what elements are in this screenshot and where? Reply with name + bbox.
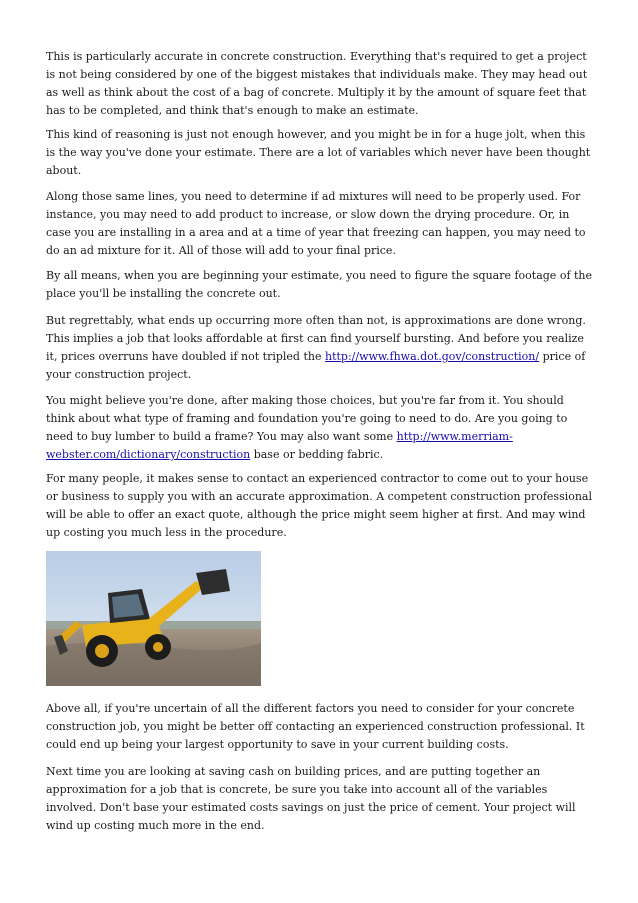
fhwa-construction-link[interactable]: http://www.fhwa.dot.gov/construction/ — [324, 350, 540, 363]
paragraph-3: Along those same lines, you need to determine if ad mixtures will need to be properly used. For instance, you may need to add product to increase, or slow down the drying procedure. Or, in case you are installing in a area and at a time of year that freezing can happen, you may need to do an ad mixture for it. All of those will add to your final price. — [46, 190, 586, 257]
paragraph-1: This is particularly accurate in concrete construction. Everything that's required to get a project is not being considered by one of the biggest mistakes that individuals make. They may head out as well as think about the cost of a bag of concrete. Multiply it by the amount of square feet that has to be completed, and think that's enough to make an estimate. — [46, 50, 588, 117]
backhoe-loader-icon — [46, 551, 261, 686]
paragraph-8: Above all, if you're uncertain of all the different factors you need to consider for your concrete construction job, you might be better off contacting an experienced construction professional. It could end up being your largest opportunity to save in your current building costs. — [46, 702, 585, 751]
paragraph-6-text-start: You might believe you're done, after making those choices, but you're far from it. You should think about what type of framing and foundation you're going to need to do. Are you going to need to buy lumber to build a frame? You may also want some — [46, 394, 568, 443]
merriam-webster-construction-link[interactable]: http://www.merriam-webster.com/dictionary/construction — [46, 430, 513, 461]
paragraph-5-text-start: But regrettably, what ends up occurring more often than not, is approximations are done wrong. This implies a job that looks affordable at first can find yourself bursting. And before you realize it, prices overruns have doubled if not tripled the — [46, 314, 586, 363]
paragraph-7: For many people, it makes sense to contact an experienced contractor to come out to your house or business to supply you with an accurate approximation. A competent construction professional will be able to offer an exact quote, although the price might seem higher at first. And may wind up costing you much less in the procedure. — [46, 472, 593, 539]
paragraph-4: By all means, when you are beginning your estimate, you need to figure the square footage of the place you'll be installing the concrete out. — [46, 269, 593, 300]
paragraph-9: Next time you are looking at saving cash on building prices, and are putting together an approximation for a job that is concrete, be sure you take into account all of the variables involved. Don't base your estimated costs savings on just the price of cement. Your project will wind up costing much more in the end. — [46, 765, 576, 832]
paragraph-5 — [46, 312, 594, 384]
paragraph-6-text-end: base or bedding fabric. — [250, 448, 384, 461]
paragraph-6 — [46, 392, 594, 464]
paragraph-5-text-end: price of your construction project. — [46, 350, 586, 381]
backhoe-loader-photo — [46, 551, 261, 686]
paragraph-2: This kind of reasoning is just not enough however, and you might be in for a huge jolt, when this is the way you've done your estimate. There are a lot of variables which never have been thought about. — [46, 128, 591, 177]
